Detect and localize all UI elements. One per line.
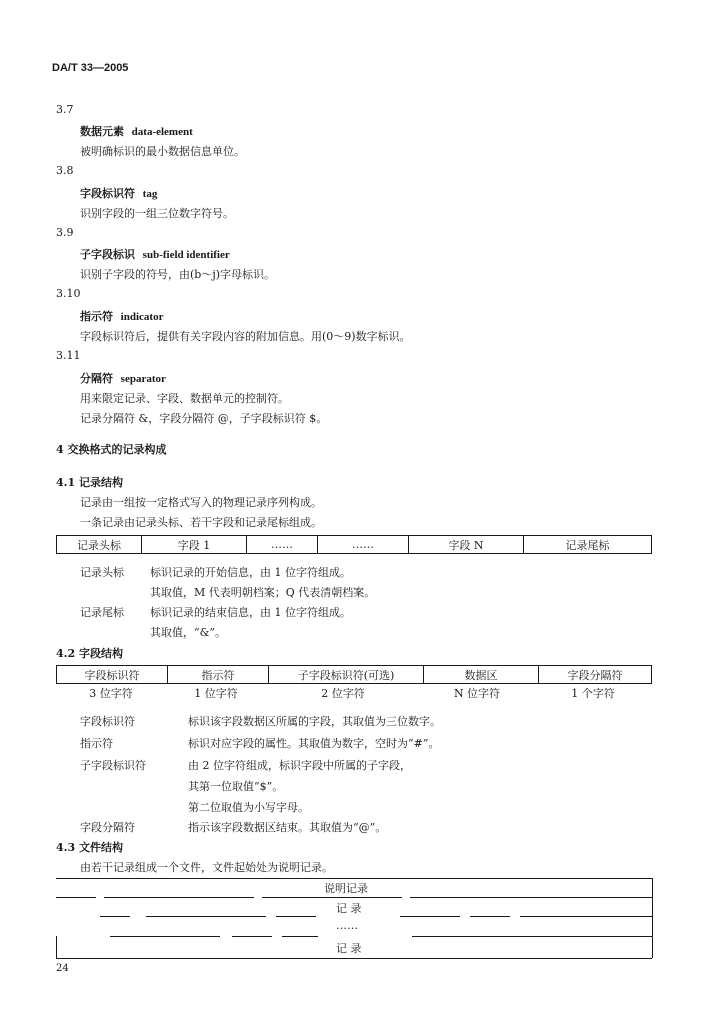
term: 数据元素 data-element — [80, 125, 193, 138]
section-title: 4 交换格式的记录构成 — [56, 443, 167, 456]
note-text: 标识对应字段的属性。其取值为数字，空时为“#”。 — [188, 737, 440, 750]
note-text: 标识该字段数据区所属的字段，其取值为三位数字。 — [188, 715, 441, 728]
dash-line — [276, 916, 316, 917]
cell-subfield-id: 子字段标识符(可选) — [269, 666, 424, 684]
length-subfield-id: 2 位字符 — [321, 686, 365, 700]
term: 子字段标识 sub-field identifier — [80, 248, 230, 261]
term: 分隔符 separator — [80, 372, 166, 385]
row-record: 记 录 — [336, 902, 362, 915]
dash-line — [470, 916, 510, 917]
cell-indicator: 指示符 — [168, 666, 269, 684]
note-text: 标识记录的开始信息，由 1 位字符组成。 — [150, 566, 351, 579]
clause-number: 3.7 — [56, 103, 74, 116]
note-label: 字段分隔符 — [80, 821, 135, 834]
record-structure-table — [56, 535, 652, 554]
length-field-separator: 1 个字符 — [571, 686, 615, 700]
cell-tag: 字段标识符 — [57, 666, 168, 684]
definition-text: 识别子字段的符号，由(b～j)字母标识。 — [80, 268, 276, 281]
note-text: 由 2 位字符组成，标识字段中所属的子字段， — [188, 759, 411, 772]
dash-line — [146, 916, 266, 917]
definition-text: 被明确标识的最小数据信息单位。 — [80, 145, 245, 158]
dash-line — [410, 897, 652, 898]
clause-number: 3.10 — [56, 287, 81, 300]
row-record: 记 录 — [336, 942, 362, 955]
row-description-record: 说明记录 — [324, 882, 368, 895]
cell-field-1: 字段 1 — [142, 536, 247, 554]
cell-record-trailer: 记录尾标 — [524, 536, 652, 554]
dash-line — [110, 936, 220, 937]
note-text: 标识记录的结束信息，由 1 位字符组成。 — [150, 606, 351, 619]
section-title: 4.1 记录结构 — [56, 476, 123, 489]
diagram-right-edge — [652, 878, 653, 958]
definition-text: 记录分隔符 &，字段分隔符 @，子字段标识符 $。 — [80, 412, 328, 425]
definition-text: 字段标识符后，提供有关字段内容的附加信息。用(0～9)数字标识。 — [80, 330, 411, 343]
definition-text: 识别字段的一组三位数字符号。 — [80, 207, 234, 220]
cell-ellipsis: …… — [247, 536, 318, 554]
note-text: 第二位取值为小写字母。 — [188, 801, 309, 814]
clause-number: 3.9 — [56, 226, 74, 239]
paragraph: 记录由一组按一定格式写入的物理记录序列构成。 — [80, 496, 322, 509]
length-tag: 3 位字符 — [89, 686, 133, 700]
dash-line — [400, 916, 460, 917]
note-label: 子字段标识符 — [80, 759, 146, 772]
note-text: 其第一位取值“$”。 — [188, 780, 284, 793]
term: 字段标识符 tag — [80, 187, 158, 200]
dash-line — [282, 936, 318, 937]
dash-line — [100, 916, 130, 917]
note-label: 字段标识符 — [80, 715, 135, 728]
section-title: 4.2 字段结构 — [56, 647, 123, 660]
note-label: 记录头标 — [80, 566, 124, 579]
standard-number: DA/T 33—2005 — [52, 62, 129, 74]
cell-field-n: 字段 N — [409, 536, 524, 554]
row-ellipsis: …… — [336, 919, 358, 932]
length-indicator: 1 位字符 — [194, 686, 238, 700]
page-number: 24 — [56, 963, 69, 974]
length-data-area: N 位字符 — [453, 686, 501, 700]
dash-line — [56, 897, 96, 898]
field-length-row — [56, 684, 652, 701]
note-text: 其取值，“&”。 — [150, 626, 227, 639]
definition-text: 用来限定记录、字段、数据单元的控制符。 — [80, 392, 289, 405]
section-title: 4.3 文件结构 — [56, 841, 123, 854]
dash-line — [412, 936, 652, 937]
clause-number: 3.11 — [56, 349, 81, 362]
dash-line — [520, 916, 652, 917]
note-label: 指示符 — [80, 737, 113, 750]
dash-line — [262, 897, 402, 898]
note-text: 指示该字段数据区结束。其取值为“@”。 — [188, 821, 387, 834]
cell-data-area: 数据区 — [424, 666, 539, 684]
cell-ellipsis: …… — [318, 536, 409, 554]
cell-field-separator: 字段分隔符 — [539, 666, 652, 684]
clause-number: 3.8 — [56, 164, 74, 177]
note-label: 记录尾标 — [80, 606, 124, 619]
field-structure-table — [56, 665, 652, 684]
cell-record-header: 记录头标 — [57, 536, 142, 554]
paragraph: 由若干记录组成一个文件，文件起始处为说明记录。 — [80, 861, 333, 874]
diagram-bottom-line — [56, 958, 652, 959]
diagram-top-line — [56, 878, 652, 879]
dash-line — [232, 936, 272, 937]
term: 指示符 indicator — [80, 310, 164, 323]
paragraph: 一条记录由记录头标、若干字段和记录尾标组成。 — [80, 516, 322, 529]
note-text: 其取值，M 代表明朝档案；Q 代表清朝档案。 — [150, 586, 376, 599]
diagram-left-edge — [56, 936, 57, 958]
dash-line — [104, 897, 254, 898]
